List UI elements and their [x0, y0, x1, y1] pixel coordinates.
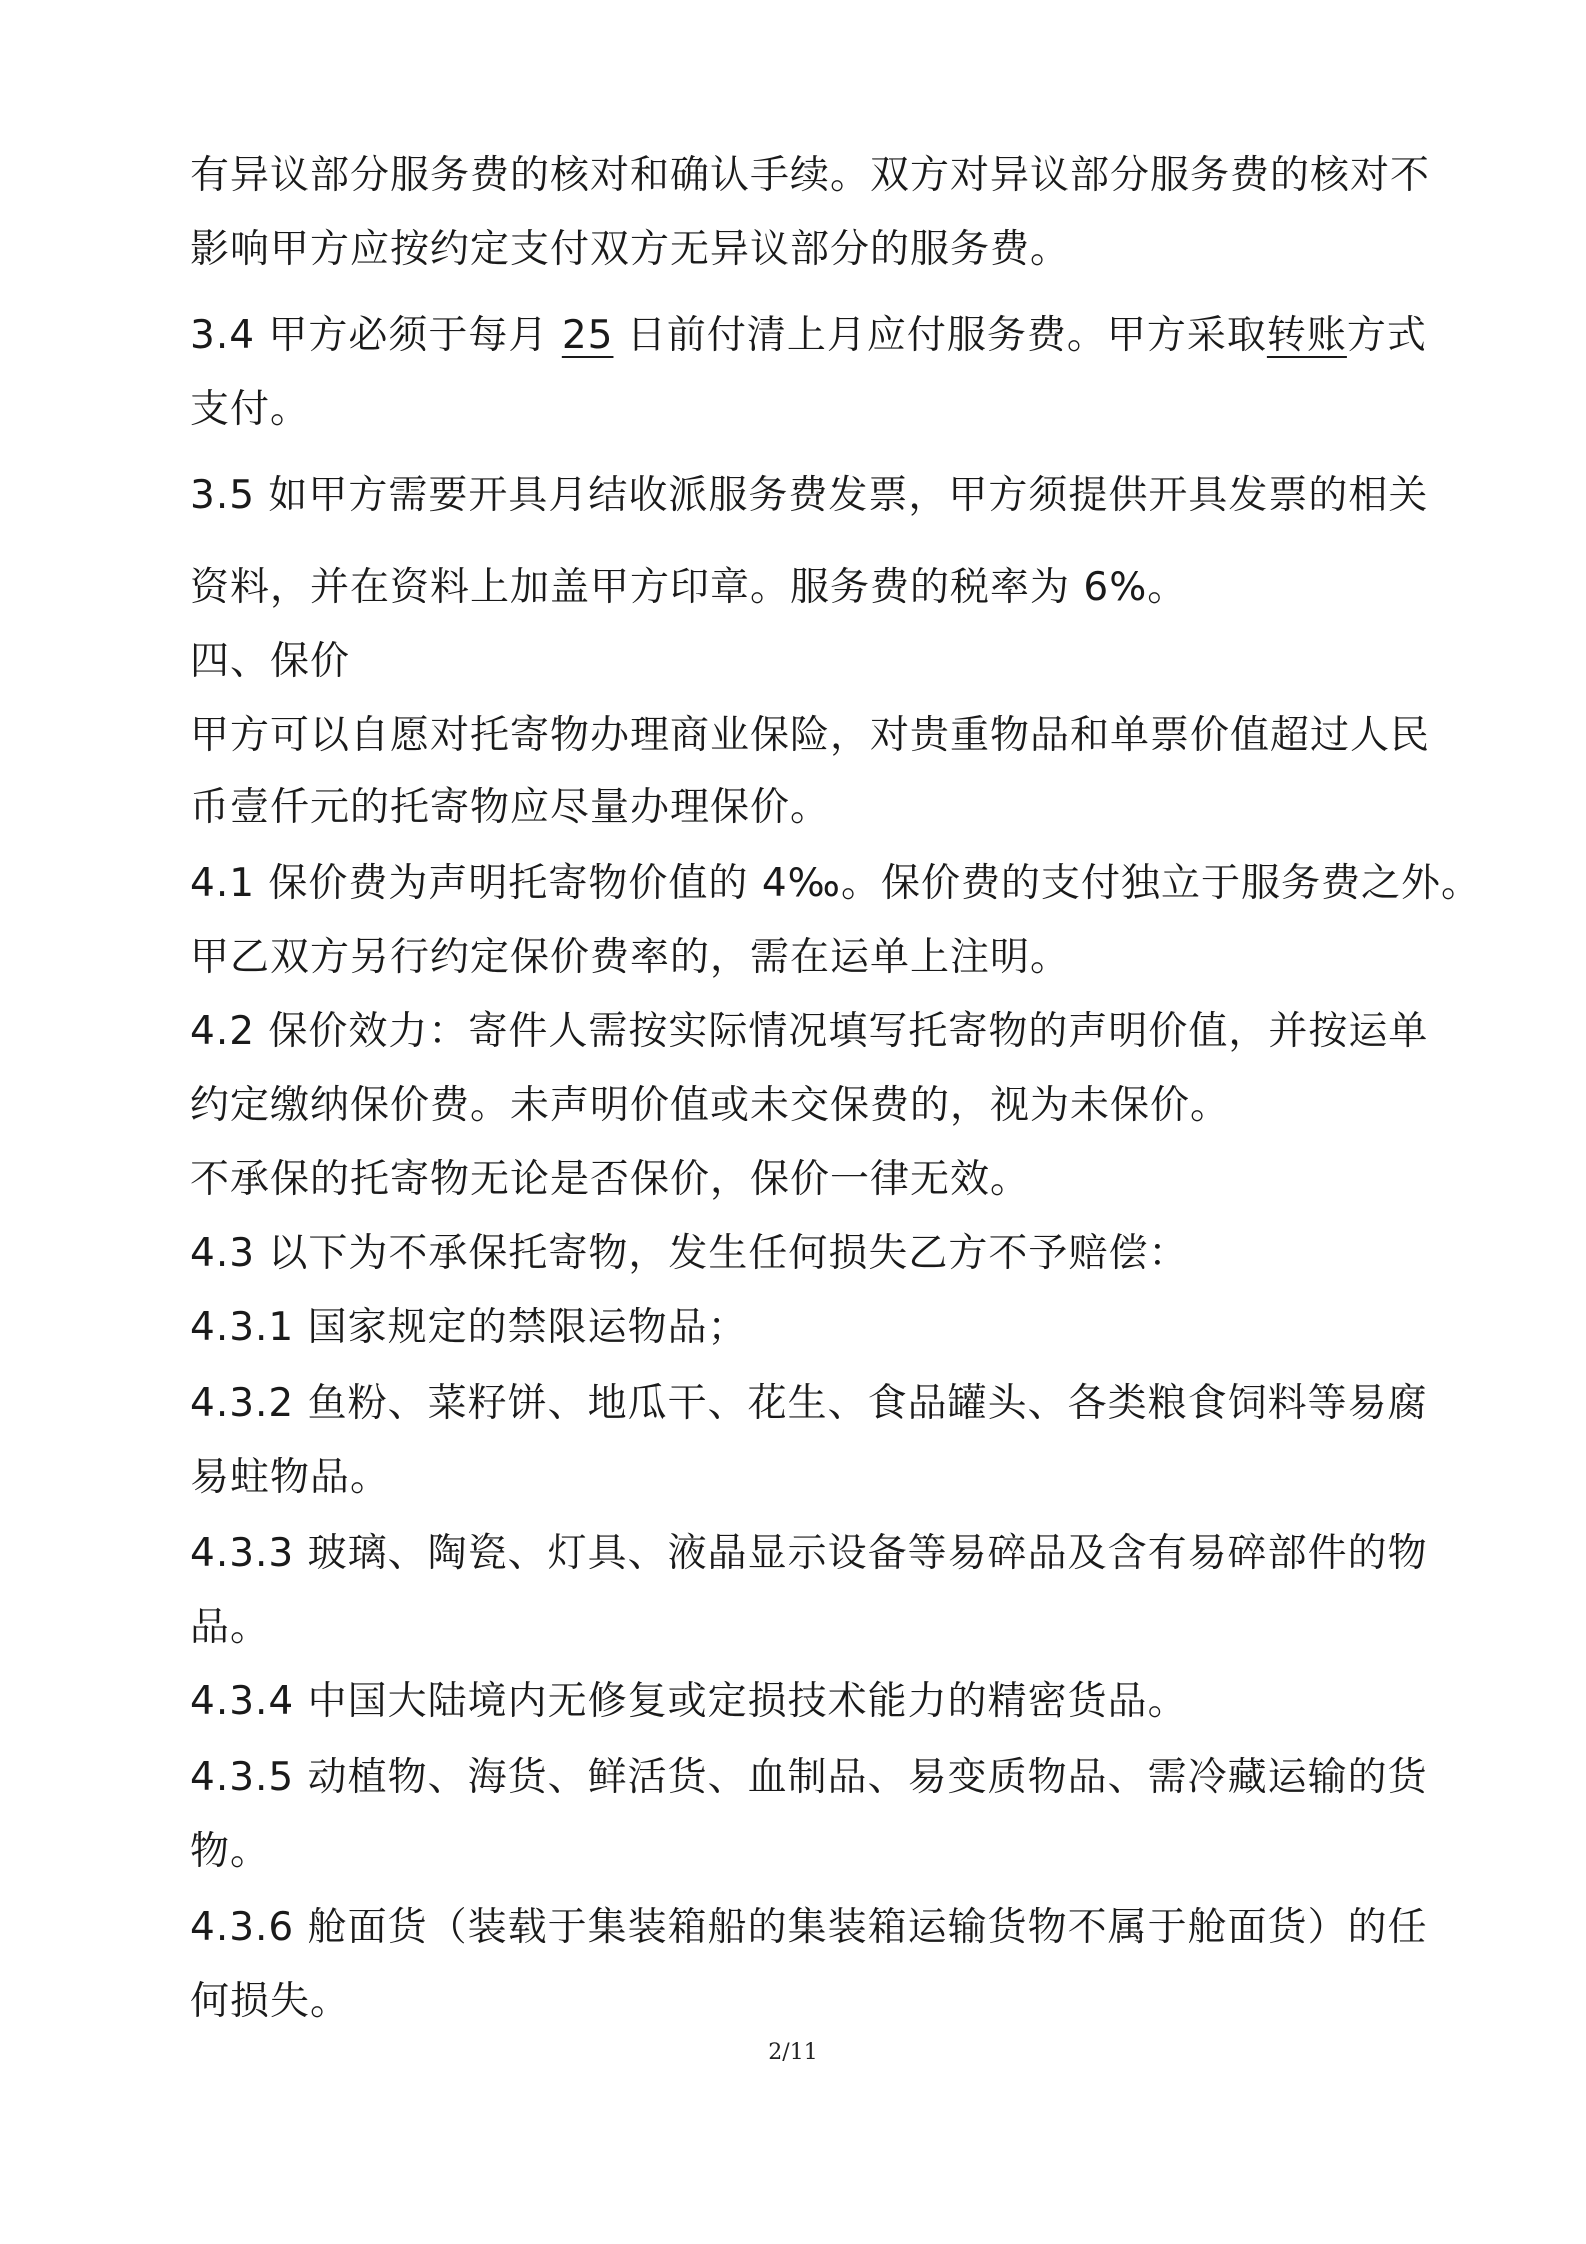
paragraph-line: 物。 [190, 1829, 271, 1874]
paragraph-line: 资料，并在资料上加盖甲方印章。服务费的税率为 6%。 [190, 565, 1188, 610]
paragraph-line: 影响甲方应按约定支付双方无异议部分的服务费。 [190, 227, 1071, 272]
clause-4-3-4-line: 4.3.4 中国大陆境内无修复或定损技术能力的精密货品。 [190, 1679, 1188, 1724]
paragraph-line: 币壹仟元的托寄物应尽量办理保价。 [190, 785, 831, 830]
paragraph-line: 约定缴纳保价费。未声明价值或未交保费的，视为未保价。 [190, 1083, 1231, 1128]
clause-3-5-line: 3.5 如甲方需要开具月结收派服务费发票，甲方须提供开具发票的相关 [190, 473, 1429, 518]
paragraph-line: 何损失。 [190, 1979, 351, 2024]
paragraph-line: 品。 [190, 1605, 271, 1650]
clause-3-4-text-end: 方式 [1346, 313, 1427, 358]
paragraph-line: 支付。 [190, 387, 311, 432]
clause-4-3-2-line: 4.3.2 鱼粉、菜籽饼、地瓜干、花生、食品罐头、各类粮食饲料等易腐 [190, 1381, 1428, 1426]
paragraph-line: 不承保的托寄物无论是否保价，保价一律无效。 [190, 1157, 1031, 1202]
payment-day-value: 25 [561, 313, 614, 358]
clause-3-4-text-cont: 日前付清上月应付服务费。甲方采取 [626, 313, 1267, 358]
clause-3-4-line [190, 308, 1427, 364]
payment-method-value: 转账 [1266, 313, 1347, 358]
clause-4-3-1-line: 4.3.1 国家规定的禁限运物品； [190, 1305, 748, 1350]
clause-4-3-5-line: 4.3.5 动植物、海货、鲜活货、血制品、易变质物品、需冷藏运输的货 [190, 1755, 1428, 1800]
page-number: 2/11 [768, 2040, 818, 2065]
paragraph-line: 易蛀物品。 [190, 1455, 391, 1500]
clause-4-3-6-line: 4.3.6 舱面货（装载于集装箱船的集装箱运输货物不属于舱面货）的任 [190, 1905, 1428, 1950]
clause-4-3-line: 4.3 以下为不承保托寄物，发生任何损失乙方不予赔偿： [190, 1231, 1189, 1276]
paragraph-line: 甲方可以自愿对托寄物办理商业保险，对贵重物品和单票价值超过人民 [190, 713, 1431, 758]
paragraph-line: 有异议部分服务费的核对和确认手续。双方对异议部分服务费的核对不 [190, 153, 1431, 198]
section-heading: 四、保价 [190, 639, 351, 684]
clause-4-2-line: 4.2 保价效力：寄件人需按实际情况填写托寄物的声明价值，并按运单 [190, 1009, 1429, 1054]
clause-4-3-3-line: 4.3.3 玻璃、陶瓷、灯具、液晶显示设备等易碎品及含有易碎部件的物 [190, 1531, 1428, 1576]
clause-4-1-line: 4.1 保价费为声明托寄物价值的 4‰。保价费的支付独立于服务费之外。 [190, 861, 1481, 906]
paragraph-line: 甲乙双方另行约定保价费率的，需在运单上注明。 [190, 935, 1071, 980]
clause-3-4-text: 3.4 甲方必须于每月 [190, 313, 549, 358]
